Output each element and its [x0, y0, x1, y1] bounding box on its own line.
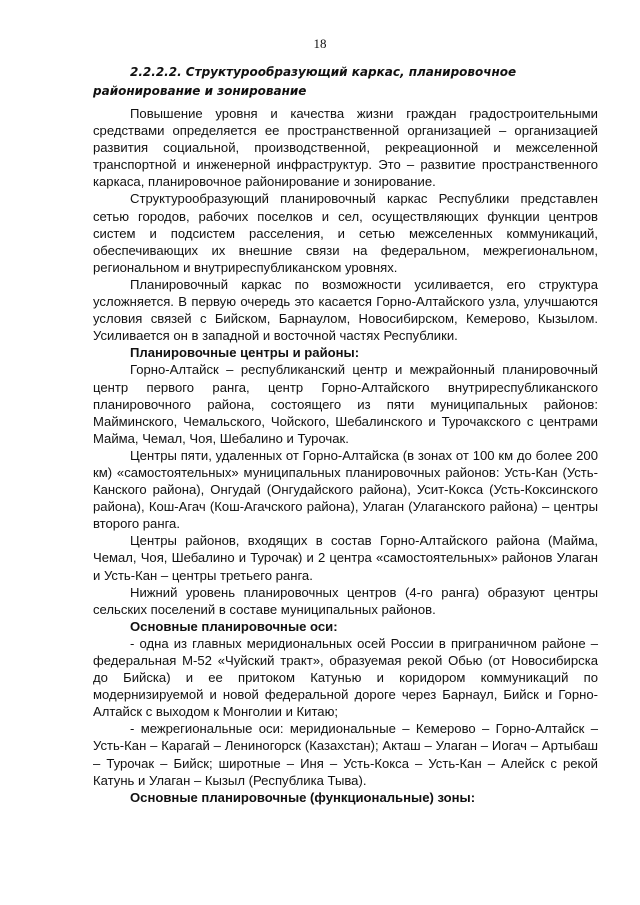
paragraph: Повышение уровня и качества жизни граждан градостроительными средствами определяется ее пространственной организацией – организацией развития социальной, производственной, рекреационной и межселенной транспортной и инженерной инфраструктур. Это – развитие пространственного каркаса, планировочное районирование и зонирование.	[93, 106, 598, 190]
section-heading: 2.2.2.2. Структурообразующий каркас, планировочное районирование и зонирование	[93, 65, 517, 98]
page-number: 18	[313, 36, 327, 51]
paragraph: - одна из главных меридиональных осей России в приграничном районе – федеральная М-52 «Чуйский тракт», образуемая рекой Обью (от Новосибирска до Бийска) и ее притоком Катунью и коридором коммуникаций по модернизируемой и новой федеральной дороге через Барнаул, Бийск и Горно-Алтайск с выходом к Монголии и Китаю;	[93, 635, 598, 720]
paragraph: Нижний уровень планировочных центров (4-го ранга) образуют центры сельских поселений в составе муниципальных районов.	[93, 584, 598, 617]
paragraph: Структурообразующий планировочный каркас Республики представлен сетью городов, рабочих поселков и сел, осуществляющих функции центров систем и подсистем расселения, и сетью межселенных коммуникаций, обеспечивающих их внешние связи на федеральном, межрегиональном, региональном и внутриреспубликанском уровнях.	[93, 191, 598, 275]
paragraph: - межрегиональные оси: меридиональные – Кемерово – Горно-Алтайск – Усть-Кан – Карагай – Лениногорск (Казахстан); Акташ – Улаган – Иогач – Артыбаш – Турочак – Бийск; широтные – Иня – Усть-Кокса – Усть-Кан – Алейск с рекой Катунь и Улаган – Кызыл (Республика Тыва).	[93, 721, 598, 788]
paragraph: Горно-Алтайск – республиканский центр и межрайонный планировочный центр первого ранга, центр Горно-Алтайского внутриреспубликанского планировочного района, состоящего из пяти муниципальных районов: Майминского, Чемальского, Чойского, Шебалинского и Турочакского с центрами Майма, Чемал, Чоя, Шебалино и Турочак.	[93, 362, 598, 446]
subheading-zones: Основные планировочные (функциональные) зоны:	[130, 789, 476, 805]
paragraph: Центры районов, входящих в состав Горно-Алтайского района (Майма, Чемал, Чоя, Шебалино и Турочак) и 2 центра «самостоятельных» районов Улаган и Усть-Кан – центры третьего ранга.	[93, 533, 598, 583]
paragraph: Центры пяти, удаленных от Горно-Алтайска (в зонах от 100 км до более 200 км) «самостоятельных» муниципальных планировочных районов: Усть-Кан (Усть-Канского района), Онгудай (Онгудайского района), Усит-Кокса (Усть-Коксинского района), Кош-Агач (Кош-Агачского района), Улаган (Улаганского района) – центры второго ранга.	[93, 447, 598, 532]
subheading-axes: Основные планировочные оси:	[130, 618, 338, 634]
subheading-centers: Планировочные центры и районы:	[130, 345, 360, 361]
paragraph: Планировочный каркас по возможности усиливается, его структура усложняется. В первую очередь это касается Горно-Алтайского узла, улучшаются условия связей с Бийском, Барнаулом, Новосибирском, Кемерово, Кызылом. Усиливается он в западной и восточной частях Республики.	[93, 276, 598, 344]
body-text	[93, 105, 598, 806]
